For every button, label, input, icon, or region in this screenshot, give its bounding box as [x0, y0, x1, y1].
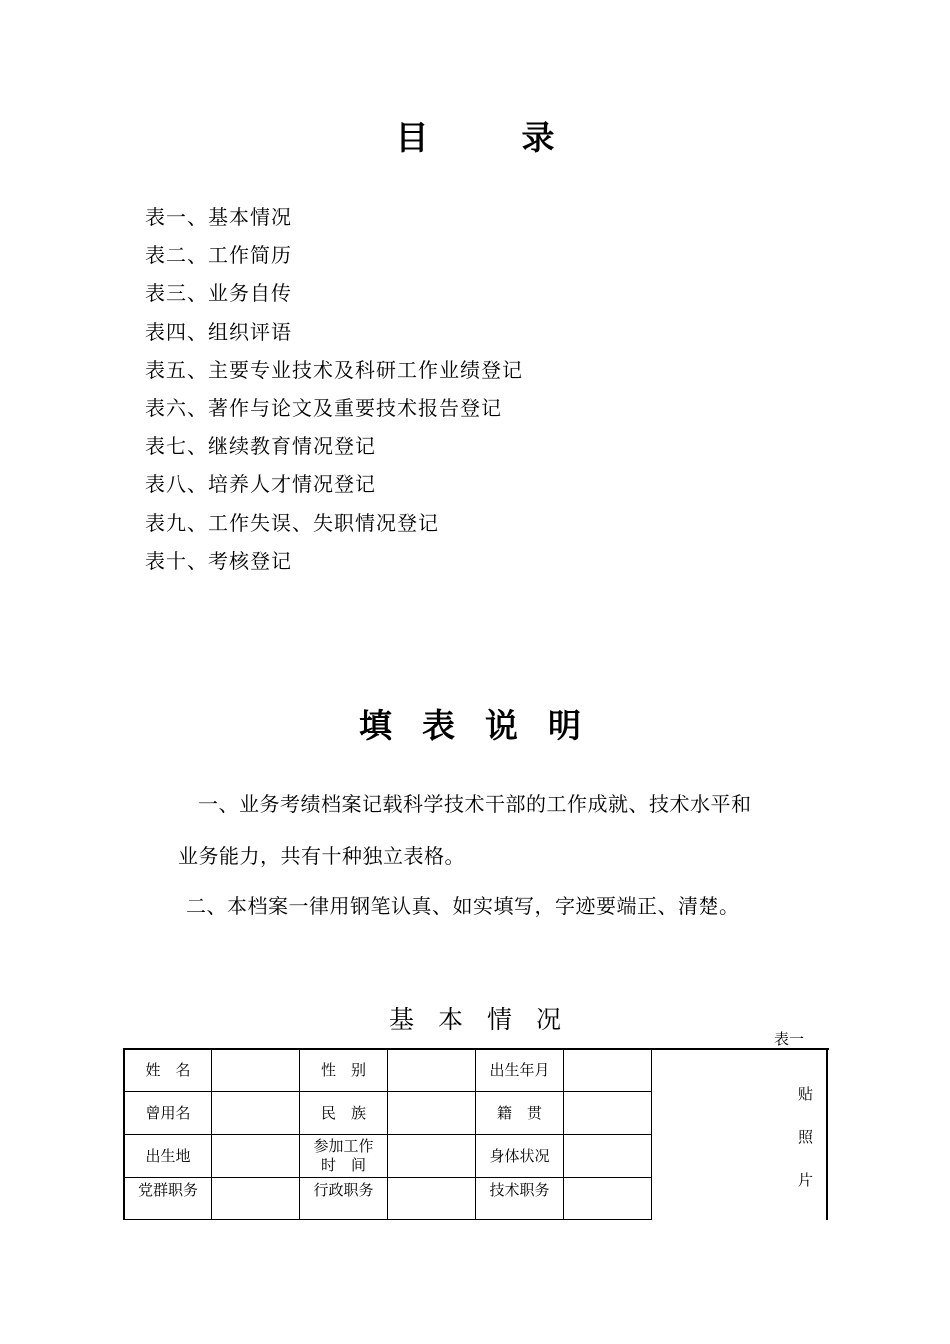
label-admin-position: 行政职务	[313, 1180, 374, 1199]
table-column-divider	[211, 1048, 212, 1220]
toc-title: 目 录	[395, 118, 585, 157]
table-column-divider	[651, 1048, 652, 1220]
toc-item: 表九、工作失误、失职情况登记	[145, 510, 439, 535]
toc-item: 表一、基本情况	[145, 205, 292, 229]
photo-label-char: 照	[798, 1128, 814, 1146]
table-border-right	[826, 1048, 828, 1220]
table-column-divider	[387, 1048, 388, 1220]
label-health-status: 身体状况	[489, 1146, 550, 1165]
table-row-divider	[124, 1219, 652, 1220]
toc-item: 表二、工作简历	[145, 243, 292, 268]
toc-item: 表四、组织评语	[145, 319, 292, 344]
label-gender: 性 别	[320, 1061, 366, 1079]
toc-item: 表十、考核登记	[145, 548, 292, 573]
toc-item: 表八、培养人才情况登记	[145, 472, 376, 497]
instruction-paragraph-1: 一、业务考绩档案记载科学技术干部的工作成就、技术水平和	[198, 792, 752, 816]
basic-info-title: 基本情况	[388, 1005, 585, 1034]
toc-item: 表五、主要专业技术及科研工作业绩登记	[145, 357, 523, 382]
label-native-place: 籍 贯	[496, 1103, 542, 1122]
label-work-start-time: 参加工作 时 间	[313, 1137, 374, 1174]
photo-label-char: 片	[798, 1171, 814, 1189]
toc-item: 表六、著作与论文及重要技术报告登记	[145, 395, 502, 420]
instruction-paragraph-1-continued: 业务能力，共有十种独立表格。	[178, 844, 465, 868]
photo-label-char: 贴	[798, 1085, 814, 1103]
instructions-title: 填表说明	[359, 706, 611, 745]
label-birthplace: 出生地	[145, 1146, 191, 1165]
label-name: 姓 名	[145, 1061, 191, 1079]
label-birth-date: 出生年月	[489, 1061, 550, 1079]
table-row-divider	[124, 1177, 652, 1178]
label-technical-position: 技术职务	[489, 1180, 550, 1199]
label-party-position: 党群职务	[137, 1180, 198, 1199]
label-former-name: 曾用名	[145, 1103, 191, 1122]
toc-item: 表三、业务自传	[145, 281, 292, 306]
instruction-paragraph-2: 二、本档案一律用钢笔认真、如实填写，字迹要端正、清楚。	[186, 894, 740, 918]
table-number-label: 表一	[774, 1030, 805, 1048]
toc-item: 表七、继续教育情况登记	[145, 434, 376, 459]
label-ethnicity: 民 族	[320, 1103, 366, 1122]
table-column-divider	[563, 1048, 564, 1220]
toc-list	[145, 198, 523, 580]
